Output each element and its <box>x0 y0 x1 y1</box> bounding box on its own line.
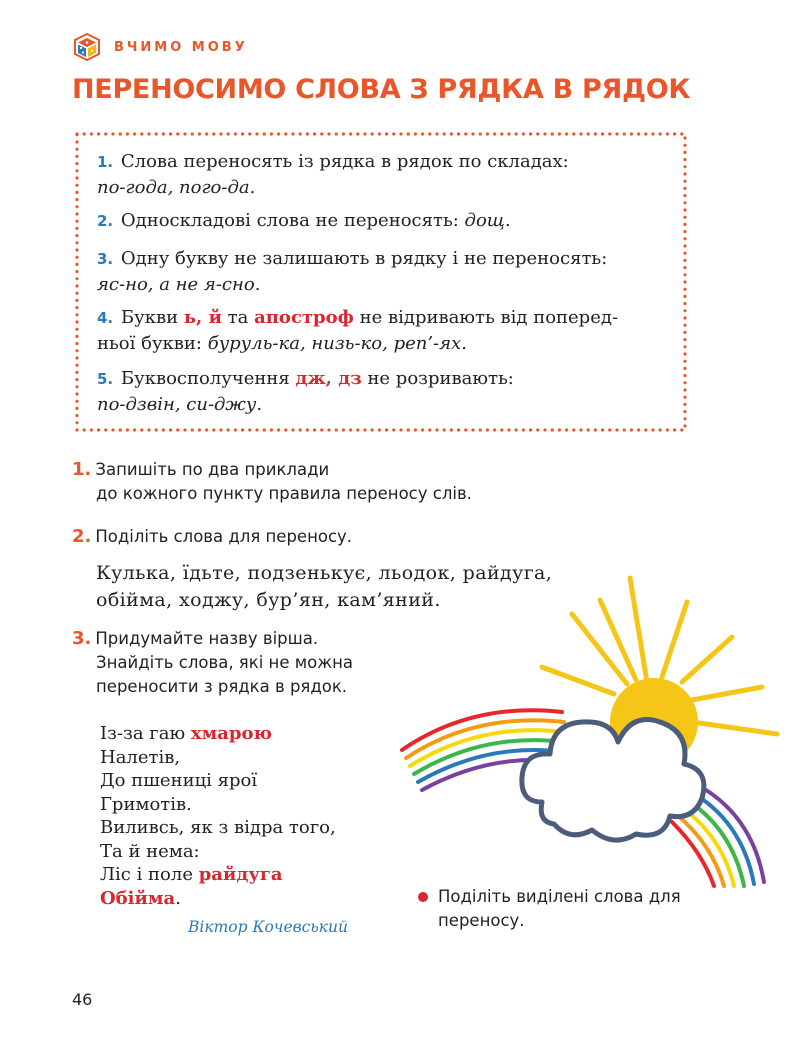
rule-example: яс-но, а не я-сно <box>97 274 255 295</box>
task-3 <box>72 627 353 699</box>
rule-4: 4. Букви ь, й та апостроф не відривають від поперед- ньої букви: буруль-ка, низь-ко, реп’-ях. <box>97 307 619 354</box>
page-title: ПЕРЕНОСИМО СЛОВА З РЯДКА В РЯДОК <box>72 74 691 105</box>
rule-number: 1. <box>97 153 114 171</box>
highlighted-word: Обійма <box>100 887 176 909</box>
highlighted-term: апостроф <box>254 307 354 328</box>
rule-1: 1. Слова переносять із рядка в рядок по складах: по-года, пого-да. <box>97 151 569 198</box>
task-text: до кожного пункту правила переносу слів. <box>96 484 472 503</box>
rule-example: буруль-ка, низь-ко, реп’-ях <box>207 333 462 354</box>
highlighted-word: хмарою <box>190 723 272 744</box>
rule-text: та <box>227 307 249 328</box>
rule-example: по-дзвін, си-джу <box>97 394 257 415</box>
rule-text: ньої букви: <box>97 333 202 354</box>
task-text: Запишіть по два приклади <box>95 460 330 479</box>
task-text: Поділіть слова для переносу. <box>95 527 353 546</box>
page-number: 46 <box>72 990 93 1009</box>
poem-line: Налетів, <box>100 746 181 768</box>
rule-example: дощ <box>464 210 505 231</box>
poem-author: Віктор Кочевський <box>188 918 348 936</box>
rule-number: 3. <box>97 250 114 268</box>
rule-3: 3. Одну букву не залишають в рядку і не переносять: яс-но, а не я-сно. <box>97 248 608 295</box>
poem-line: Виливсь, як з відра того, <box>100 817 336 838</box>
section-header <box>72 30 248 64</box>
task-text: Знайдіть слова, які не можна <box>96 653 354 672</box>
rule-text: Одну букву не залишають в рядку і не переносять: <box>120 248 608 269</box>
task-1 <box>72 458 472 506</box>
rule-text: Односкладові слова не переносять: <box>120 210 459 231</box>
poem-line: Із-за гаю <box>100 723 186 744</box>
task-text: переносити з рядка в рядок. <box>96 677 348 696</box>
rule-text: Буквосполучення <box>120 368 290 389</box>
rule-text: Букви <box>120 307 179 328</box>
highlighted-word: райдуга <box>198 864 283 885</box>
rule-text: не відривають від поперед- <box>359 307 619 328</box>
rule-number: 5. <box>97 370 114 388</box>
word-list-line: Кулька, їдьте, подзенькує, льодок, райдуга, <box>96 562 553 584</box>
rule-number: 2. <box>97 212 114 230</box>
task-number: 3. <box>72 628 92 649</box>
rule-number: 4. <box>97 309 114 327</box>
dice-icon <box>72 32 102 62</box>
rule-2: 2. Односкладові слова не переносять: дощ. <box>97 210 511 231</box>
poem-line: До пшениці ярої <box>100 770 258 791</box>
task-number: 1. <box>72 459 92 480</box>
word-list-line: обійма, ходжу, бур’ян, кам’яний. <box>96 589 441 611</box>
rules-box <box>75 132 687 432</box>
rule-text: не розривають: <box>367 368 514 389</box>
bullet-icon <box>418 892 428 902</box>
cloud <box>522 720 704 841</box>
section-label: ВЧИМО МОВУ <box>114 39 248 55</box>
rule-text: Слова переносять із рядка в рядок по складах: <box>120 151 569 172</box>
task-2 <box>72 525 352 549</box>
sun-cloud-rainbow-illustration <box>392 572 790 890</box>
poem-line: Ліс і поле <box>100 864 193 885</box>
poem-line: Та й нема: <box>100 840 200 862</box>
note-text: Поділіть виділені слова для переносу. <box>438 887 681 930</box>
highlighted-letters: ь, й <box>183 307 222 328</box>
rule-example: по-года, пого-да <box>97 177 250 198</box>
poem-line: Гримотів. <box>100 793 192 815</box>
highlighted-letters: дж, дз <box>295 368 362 389</box>
rule-5: 5. Буквосполучення дж, дз не розривають: по-дзвін, си-джу. <box>97 368 514 415</box>
task-number: 2. <box>72 526 92 547</box>
note <box>418 885 698 933</box>
task-text: Придумайте назву вірша. <box>95 629 319 648</box>
poem: Із-за гаю хмарою Налетів, До пшениці ярої Гримотів. Виливсь, як з відра того, Та й нема: Ліс і поле райдуга Обійма. <box>100 723 336 909</box>
